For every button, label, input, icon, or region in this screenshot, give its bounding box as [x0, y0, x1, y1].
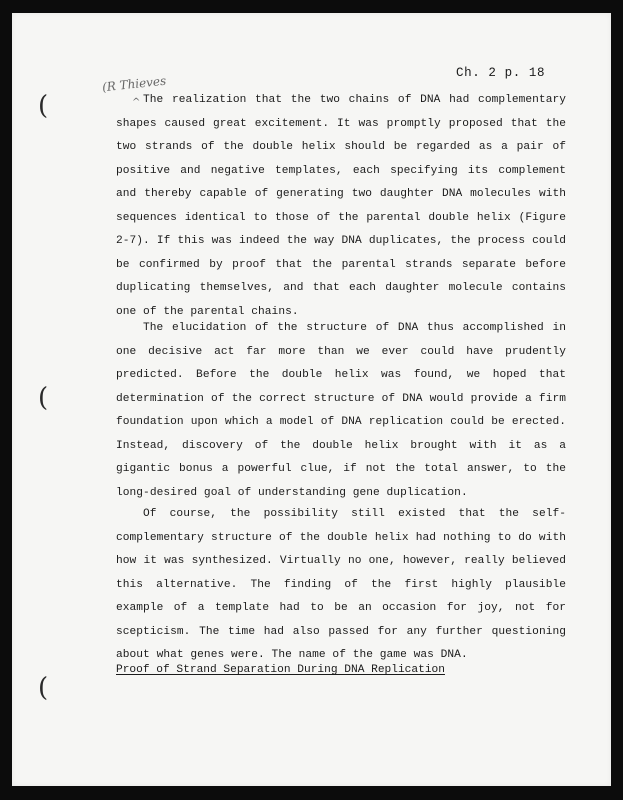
punch-hole-mark-top: (: [38, 91, 49, 121]
punch-hole-mark-bottom: (: [38, 673, 49, 703]
document-page: [12, 13, 611, 786]
paragraph-2: The elucidation of the structure of DNA thus accomplished in one decisive act far more than we ever could have prudently predicted. Before the double helix was found, we hoped that determination of the correct structure of DNA would provide a firm foundation upon which a model of DNA replication could be erected. Instead, discovery of the double helix brought with it as a gigantic bonus a powerful clue, if not the total answer, to the long-desired goal of understanding gene duplication.: [116, 322, 566, 499]
handwritten-caret: ^: [132, 97, 141, 108]
handwritten-annotation: (R Thieves: [101, 73, 167, 95]
paragraph-1: The realization that the two chains of DNA had complementary shapes caused great excitement. It was promptly proposed that the two strands of the double helix should be regarded as a pair of positive and negative templates, each specifying its complement and thereby capable of generating two daughter DNA molecules with sequences identical to those of the parental double helix (Figure 2-7). If this was indeed the way DNA duplicates, the process could be confirmed by proof that the parental strands separate before duplicating themselves, and that each daughter molecule contains one of the parental chains.: [116, 94, 566, 318]
paragraph-3: Of course, the possibility still existed that the self-complementary structure of the double helix had nothing to do with how it was synthesized. Virtually no one, however, really believed this alternative. The finding of the first highly plausible example of a template had to be an occasion for joy, not for scepticism. The time had also passed for any further questioning about what genes were. The name of the game was DNA.: [116, 508, 566, 661]
punch-hole-mark-middle: (: [38, 383, 49, 413]
page-number: Ch. 2 p. 18: [456, 66, 546, 80]
section-heading: Proof of Strand Separation During DNA Replication: [116, 664, 445, 676]
